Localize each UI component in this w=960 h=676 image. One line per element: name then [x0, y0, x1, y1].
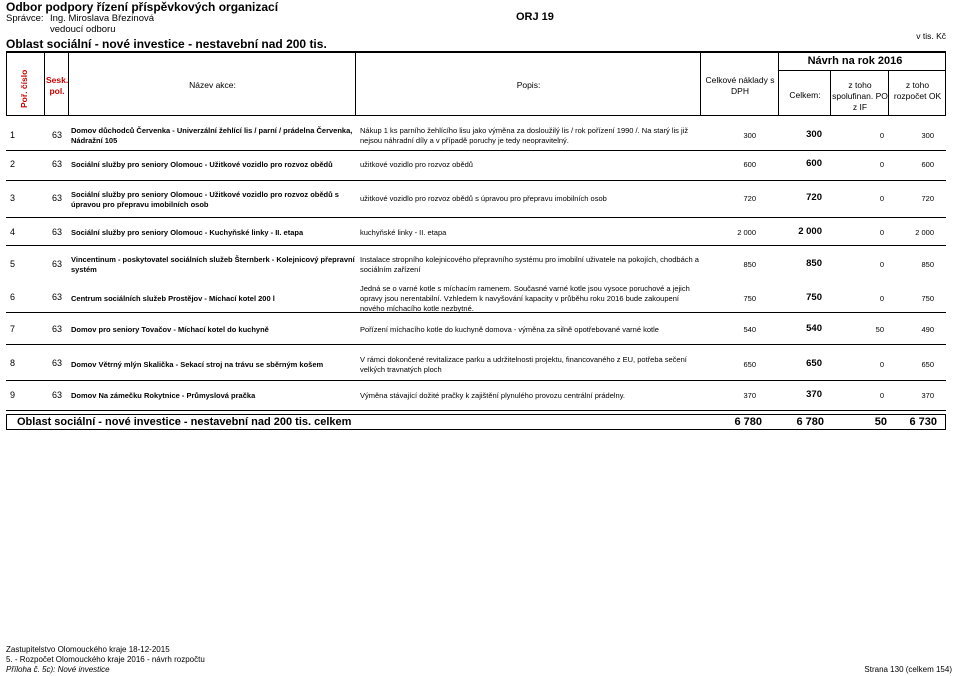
section-title: Oblast sociální - nové investice - nestavební nad 200 tis. [6, 37, 327, 51]
col-header-rozpocet: z toho rozpočet OK [893, 80, 942, 101]
row-sesk: 63 [52, 193, 63, 203]
col-sep [945, 51, 946, 115]
row-name: Sociální služby pro seniory Olomouc - Užitkové vozidlo pro rozvoz obědů s úpravou pro přepravu imobilních osob [71, 190, 339, 209]
row-number: 9 [10, 390, 16, 400]
page-number: Strana 130 (celkem 154) [864, 665, 952, 674]
row-number: 5 [10, 259, 16, 269]
row-name: Sociální služby pro seniory Olomouc - Užitkové vozidlo pro rozvoz obědů [71, 160, 333, 169]
row-sesk: 63 [52, 292, 63, 302]
row-sesk: 63 [52, 130, 63, 140]
row-sesk: 63 [52, 358, 63, 368]
footer-line-1: Zastupitelstvo Olomouckého kraje 18-12-2015 [6, 645, 170, 654]
row-number: 6 [10, 292, 16, 302]
table-top-border [6, 51, 946, 53]
col-header-popis: Popis: [516, 80, 541, 90]
orj-label: ORJ 19 [516, 11, 554, 23]
row-number: 3 [10, 193, 16, 203]
row-sesk: 63 [52, 227, 63, 237]
row-number: 1 [10, 130, 16, 140]
row-divider [6, 380, 946, 381]
row-number: 2 [10, 159, 16, 169]
total-row [6, 414, 946, 430]
row-cost: 300 [743, 131, 756, 140]
row-rozpocet: 750 [921, 294, 934, 303]
total-label: Oblast sociální - nové investice - nestavební nad 200 tis. celkem [17, 416, 352, 428]
row-cost: 650 [743, 360, 756, 369]
row-number: 7 [10, 324, 16, 334]
row-name: Domov Větrný mlýn Skalička - Sekací stroj na trávu se sběrným košem [71, 360, 324, 369]
row-sesk: 63 [52, 159, 63, 169]
row-name: Domov důchodců Červenka - Univerzální žehlící lis / parní / prádelna Červenka, Nádražní 105 [71, 126, 353, 145]
manager-name: Ing. Miroslava Březinová [50, 13, 155, 24]
row-name: Domov pro seniory Tovačov - Míchací kotel do kuchyně [71, 325, 269, 334]
row-desc: užitkové vozidlo pro rozvoz obědů [360, 160, 473, 169]
row-divider [6, 410, 946, 411]
row-celkem: 370 [806, 389, 822, 400]
row-cost: 540 [743, 325, 756, 334]
col-sep [6, 51, 7, 115]
row-rozpocet: 2 000 [915, 228, 934, 237]
row-desc: kuchyňské linky - II. etapa [360, 228, 447, 237]
row-spolufin: 0 [879, 228, 884, 237]
footer-line-2: 5. - Rozpočet Olomouckého kraje 2016 - návrh rozpočtu [6, 655, 205, 664]
col-header-por: Poř. číslo [19, 69, 29, 108]
row-divider [6, 180, 946, 181]
row-spolufin: 50 [875, 325, 884, 334]
row-cost: 370 [743, 391, 756, 400]
row-celkem: 600 [806, 158, 822, 169]
row-cost: 850 [743, 260, 756, 269]
total-rozpocet: 6 730 [909, 416, 937, 428]
col-header-spolufin: z toho spolufinan. PO z IF [832, 80, 888, 112]
col-sep [700, 51, 701, 115]
row-rozpocet: 650 [921, 360, 934, 369]
col-sep [830, 70, 831, 115]
row-sesk: 63 [52, 324, 63, 334]
navrh-divider [778, 70, 946, 71]
col-header-sesk: Sesk. pol. [46, 75, 69, 96]
row-desc: Nákup 1 ks parního žehlícího lisu jako výměna za dosloužilý lis / rok pořízení 1990 /. Na starý lis již nejsou náhradní díly a v případě poruchy je tedy neopravitelný. [360, 126, 689, 145]
row-rozpocet: 600 [921, 160, 934, 169]
row-sesk: 63 [52, 259, 63, 269]
row-divider [6, 150, 946, 151]
row-name: Domov Na zámečku Rokytnice - Průmyslová pračka [71, 391, 256, 400]
row-rozpocet: 720 [921, 194, 934, 203]
row-name: Centrum sociálních služeb Prostějov - Míchací kotel 200 l [71, 294, 275, 303]
row-celkem: 2 000 [798, 226, 822, 237]
row-desc: Jedná se o varné kotle s míchacím ramenem. Současné varné kotle jsou vysoce poruchové a jejich opravy jsou nerentabilní. Vzhledem k navyšování kapacity v průběhu roku 2016 bude zakoupení nového míchacího kotle nezbytné. [360, 284, 690, 313]
row-celkem: 540 [806, 323, 822, 334]
row-number: 8 [10, 358, 16, 368]
row-cost: 750 [743, 294, 756, 303]
row-desc: V rámci dokončené revitalizace parku a udržitelnosti projektu, financovaného z EU, potřeba sečení velkých travnatých ploch [360, 355, 687, 374]
row-name: Vincentinum - poskytovatel sociálních služeb Šternberk - Kolejnicový přepravní systém [71, 255, 355, 274]
row-spolufin: 0 [879, 260, 884, 269]
row-spolufin: 0 [879, 194, 884, 203]
row-desc: užitkové vozidlo pro rozvoz obědů s úpravou pro přepravu imobilních osob [360, 194, 607, 203]
col-header-naklady: Celkové náklady s DPH [705, 75, 775, 96]
row-celkem: 720 [806, 192, 822, 203]
row-celkem: 300 [806, 129, 822, 140]
row-spolufin: 0 [879, 391, 884, 400]
row-number: 4 [10, 227, 16, 237]
col-header-celkem: Celkem: [789, 90, 821, 100]
col-sep [68, 51, 69, 115]
row-name: Sociální služby pro seniory Olomouc - Kuchyňské linky - II. etapa [71, 228, 304, 237]
row-rozpocet: 490 [921, 325, 934, 334]
col-sep [778, 51, 779, 115]
footer-line-3: Příloha č. 5c): Nové investice [6, 665, 110, 674]
row-cost: 720 [743, 194, 756, 203]
row-spolufin: 0 [879, 160, 884, 169]
row-spolufin: 0 [879, 360, 884, 369]
unit-label: v tis. Kč [916, 31, 946, 41]
row-desc: Pořízení míchacího kotle do kuchyně domova - výměna za silně opotřebované varné kotle [360, 325, 659, 334]
row-celkem: 650 [806, 358, 822, 369]
row-cost: 2 000 [737, 228, 756, 237]
row-divider [6, 217, 946, 218]
header-bottom-border [6, 115, 946, 116]
col-sep [888, 70, 889, 115]
row-spolufin: 0 [879, 131, 884, 140]
row-rozpocet: 370 [921, 391, 934, 400]
row-celkem: 750 [806, 292, 822, 303]
row-divider [6, 245, 946, 246]
col-header-navrh: Návrh na rok 2016 [807, 55, 903, 67]
total-spolufin: 50 [874, 416, 887, 428]
row-rozpocet: 300 [921, 131, 934, 140]
manager-label: Správce: [6, 13, 44, 24]
row-cost: 600 [743, 160, 756, 169]
row-sesk: 63 [52, 390, 63, 400]
manager-role: vedoucí odboru [50, 24, 116, 35]
total-cost: 6 780 [734, 416, 762, 428]
row-rozpocet: 850 [921, 260, 934, 269]
col-header-nazev: Název akce: [189, 80, 236, 90]
row-desc: Výměna stávající dožité pračky k zajištění plynulého provozu centrální prádelny. [360, 391, 625, 400]
col-sep [355, 51, 356, 115]
col-sep [44, 51, 45, 115]
row-celkem: 850 [806, 258, 822, 269]
row-spolufin: 0 [879, 294, 884, 303]
row-desc: Instalace stropního kolejnicového přepravního systému pro imobilní uživatele na pokojích, chodbách a sociálním zařízení [360, 255, 699, 274]
department-title: Odbor podpory řízení příspěvkových organizací [6, 0, 279, 14]
row-divider [6, 344, 946, 345]
total-celkem: 6 780 [796, 416, 824, 428]
